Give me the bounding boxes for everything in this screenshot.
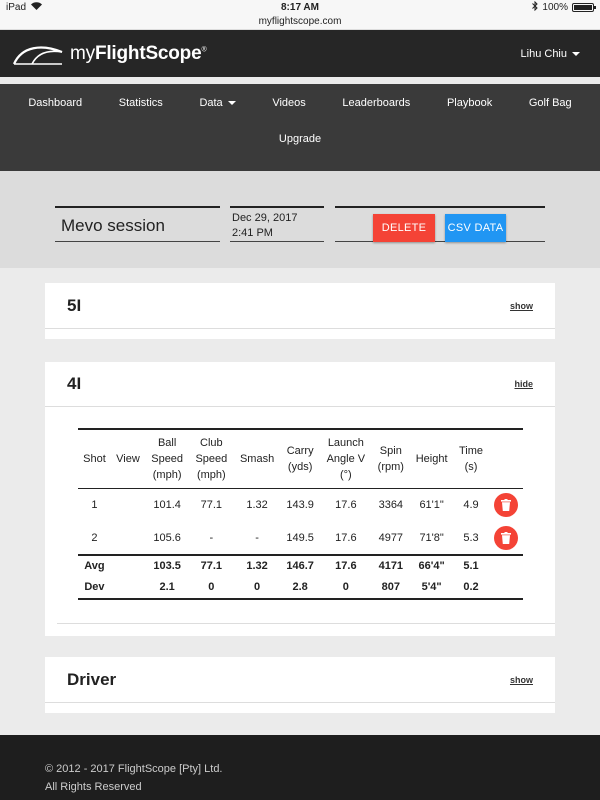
url-bar[interactable]: myflightscope.com <box>0 15 600 30</box>
cell-spin: 4977 <box>378 531 404 544</box>
cell-actions <box>488 489 523 522</box>
col-club-speed: Club Speed (mph) <box>195 437 228 481</box>
cell-view <box>111 577 145 599</box>
show-toggle-link[interactable]: show <box>509 674 533 685</box>
nav-data-label: Data <box>199 96 223 109</box>
nav-statistics[interactable]: Statistics <box>118 96 163 109</box>
cell-empty <box>488 577 523 599</box>
dev-club-speed: 0 <box>208 581 215 593</box>
cell-shot: 1 <box>91 499 98 512</box>
nav-leaderboards[interactable]: Leaderboards <box>342 96 411 109</box>
club-card-5i <box>45 283 555 339</box>
cell-club-speed: 77.1 <box>200 499 223 512</box>
club-title: Driver <box>67 669 117 689</box>
bluetooth-icon <box>532 1 538 14</box>
avg-height: 66'4" <box>418 560 445 572</box>
clock: 8:17 AM <box>281 2 319 13</box>
trash-icon <box>501 499 511 511</box>
cell-carry: 143.9 <box>286 499 314 512</box>
cell-smash: - <box>255 531 259 544</box>
cell-view <box>111 522 145 555</box>
nav-playbook[interactable]: Playbook <box>446 96 493 109</box>
cell-spin: 3364 <box>378 499 404 512</box>
app-header <box>0 30 600 77</box>
cell-ball-speed: 101.4 <box>153 499 181 512</box>
club-card-4i <box>45 362 555 636</box>
session-datetime-field[interactable] <box>230 206 324 242</box>
avg-time: 5.1 <box>463 560 479 572</box>
col-time: Time (s) <box>459 445 484 473</box>
col-carry: Carry (yds) <box>286 445 314 473</box>
col-view: View <box>116 453 140 465</box>
delete-shot-button[interactable] <box>494 526 518 550</box>
dev-time: 0.2 <box>463 581 479 593</box>
dev-height: 5'4" <box>421 581 442 593</box>
session-header <box>0 171 600 268</box>
col-shot: Shot <box>83 453 106 465</box>
csv-data-button[interactable]: CSV DATA <box>445 214 506 242</box>
chevron-down-icon <box>572 52 580 56</box>
table-avg-row <box>78 555 523 577</box>
col-actions <box>488 429 523 489</box>
club-card-driver <box>45 657 555 713</box>
avg-carry: 146.7 <box>286 560 314 572</box>
cell-smash: 1.32 <box>246 499 268 512</box>
dev-spin: 807 <box>381 581 400 593</box>
page-footer <box>0 735 600 800</box>
cell-launch: 17.6 <box>335 499 357 512</box>
main-nav <box>0 84 600 171</box>
hide-toggle-link[interactable]: hide <box>514 379 533 389</box>
cell-height: 61'1" <box>419 499 444 512</box>
nav-upgrade[interactable]: Upgrade <box>278 133 322 145</box>
nav-golf-bag[interactable]: Golf Bag <box>528 96 572 109</box>
dev-label: Dev <box>84 581 105 593</box>
col-height: Height <box>415 453 448 465</box>
nav-videos[interactable]: Videos <box>272 96 306 109</box>
nav-data[interactable] <box>199 97 235 109</box>
cell-carry: 149.5 <box>286 531 314 544</box>
cell-view <box>111 489 145 522</box>
avg-ball-speed: 103.5 <box>153 560 181 572</box>
trash-icon <box>501 532 511 544</box>
flightscope-logo[interactable] <box>12 42 206 66</box>
table-dev-row <box>78 577 523 599</box>
delete-shot-button[interactable] <box>494 493 518 517</box>
col-smash: Smash <box>239 453 275 465</box>
shots-table <box>78 428 523 600</box>
dev-smash: 0 <box>254 581 261 593</box>
cell-time: 5.3 <box>463 531 479 544</box>
avg-launch: 17.6 <box>335 560 357 572</box>
session-date: Dec 29, 2017 <box>232 212 298 224</box>
session-title-field[interactable] <box>55 206 220 242</box>
table-row <box>78 489 523 522</box>
cell-actions <box>488 522 523 555</box>
session-actions <box>335 206 545 242</box>
col-launch-angle: Launch Angle V (°) <box>326 437 366 481</box>
col-spin: Spin (rpm) <box>377 445 404 473</box>
dev-ball-speed: 2.1 <box>159 581 175 593</box>
table-header-row <box>78 429 523 489</box>
wifi-icon <box>31 2 42 13</box>
user-name: Lihu Chiu <box>520 47 567 60</box>
cell-ball-speed: 105.6 <box>153 531 181 544</box>
cell-time: 4.9 <box>463 499 479 512</box>
avg-label: Avg <box>84 560 105 572</box>
logo-arc-icon <box>12 42 64 66</box>
avg-spin: 4171 <box>378 560 404 572</box>
device-label: iPad <box>6 2 27 13</box>
table-row <box>78 522 523 555</box>
session-title: Mevo session <box>61 216 165 235</box>
status-bar <box>0 0 600 15</box>
dev-launch: 0 <box>342 581 349 593</box>
footer-rights: All Rights Reserved <box>45 781 142 793</box>
delete-button[interactable]: DELETE <box>373 214 435 242</box>
club-title: 5I <box>67 295 82 315</box>
col-ball-speed: Ball Speed (mph) <box>151 437 184 481</box>
club-title: 4I <box>67 374 82 393</box>
avg-smash: 1.32 <box>246 560 268 572</box>
cell-launch: 17.6 <box>335 531 357 544</box>
cell-empty <box>488 555 523 577</box>
avg-club-speed: 77.1 <box>200 560 223 572</box>
cell-shot: 2 <box>91 531 98 544</box>
nav-dashboard[interactable]: Dashboard <box>28 96 83 109</box>
card-divider <box>57 623 555 624</box>
footer-copyright: © 2012 - 2017 FlightScope [Pty] Ltd. <box>45 763 223 775</box>
session-time: 2:41 PM <box>232 227 273 239</box>
user-menu[interactable] <box>521 48 580 60</box>
dev-carry: 2.8 <box>292 581 308 593</box>
cell-height: 71'8" <box>419 531 444 544</box>
battery-icon <box>572 3 594 12</box>
cell-club-speed: - <box>209 531 214 544</box>
cell-view <box>111 555 145 577</box>
battery-percent: 100% <box>542 2 568 13</box>
logo-wordmark: myFlightScope® <box>70 42 207 64</box>
chevron-down-icon <box>228 101 236 105</box>
show-toggle-link[interactable]: show <box>509 300 533 311</box>
